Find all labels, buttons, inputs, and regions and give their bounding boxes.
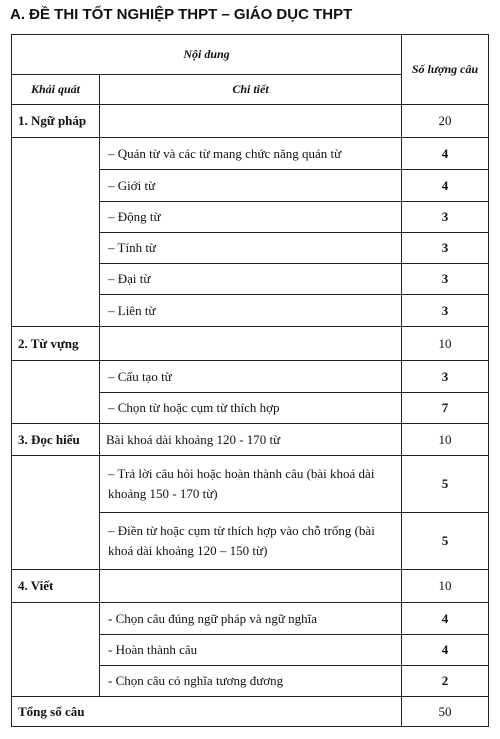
blank-cell <box>12 456 100 570</box>
section-row <box>12 327 489 361</box>
table-row <box>12 603 489 635</box>
section-count: 10 <box>402 327 489 361</box>
item-text: - Chọn câu đúng ngữ pháp và ngữ nghĩa <box>100 603 402 635</box>
table-row <box>12 138 489 170</box>
section-detail <box>100 570 402 603</box>
header-overview: Khái quát <box>12 75 100 105</box>
item-count: 5 <box>402 513 489 570</box>
item-text: – Quán từ và các từ mang chức năng quán từ <box>100 138 402 170</box>
item-text: - Hoàn thành câu <box>100 635 402 666</box>
section-count: 20 <box>402 105 489 138</box>
section-detail: Bài khoá dài khoảng 120 - 170 từ <box>100 424 402 456</box>
section-name: 4. Viết <box>12 570 100 603</box>
section-count: 10 <box>402 570 489 603</box>
total-row <box>12 697 489 727</box>
section-detail <box>100 327 402 361</box>
item-text: – Điền từ hoặc cụm từ thích hợp vào chỗ trống (bài khoá dài khoảng 120 – 150 từ) <box>100 513 402 570</box>
item-text: – Cấu tạo từ <box>100 361 402 393</box>
item-count: 5 <box>402 456 489 513</box>
item-count: 7 <box>402 393 489 424</box>
item-text: – Chọn từ hoặc cụm từ thích hợp <box>100 393 402 424</box>
item-count: 2 <box>402 666 489 697</box>
item-text: – Tính từ <box>100 233 402 264</box>
item-count: 3 <box>402 295 489 327</box>
section-row <box>12 570 489 603</box>
item-text: - Chọn câu có nghĩa tương đương <box>100 666 402 697</box>
section-row <box>12 424 489 456</box>
item-count: 3 <box>402 233 489 264</box>
item-text: – Trả lời câu hỏi hoặc hoàn thành câu (bài khoá dài khoảng 150 - 170 từ) <box>100 456 402 513</box>
exam-structure-table <box>11 34 489 727</box>
item-count: 3 <box>402 361 489 393</box>
item-text: – Động từ <box>100 202 402 233</box>
item-text: – Liên từ <box>100 295 402 327</box>
item-count: 4 <box>402 603 489 635</box>
section-count: 10 <box>402 424 489 456</box>
total-label: Tổng số câu <box>12 697 402 727</box>
section-name: 2. Từ vựng <box>12 327 100 361</box>
table-header-row <box>12 35 489 75</box>
item-count: 4 <box>402 170 489 202</box>
item-count: 4 <box>402 138 489 170</box>
table-row <box>12 456 489 513</box>
total-count: 50 <box>402 697 489 727</box>
item-text: – Đại từ <box>100 264 402 295</box>
blank-cell <box>12 603 100 697</box>
table-row <box>12 361 489 393</box>
item-count: 4 <box>402 635 489 666</box>
blank-cell <box>12 361 100 424</box>
header-detail: Chi tiết <box>100 75 402 105</box>
section-name: 3. Đọc hiểu <box>12 424 100 456</box>
page-title: A. ĐỀ THI TỐT NGHIỆP THPT – GIÁO DỤC THPT <box>10 6 353 23</box>
blank-cell <box>12 138 100 327</box>
section-detail <box>100 105 402 138</box>
section-row <box>12 105 489 138</box>
section-name: 1. Ngữ pháp <box>12 105 100 138</box>
header-content: Nội dung <box>12 35 402 75</box>
item-text: – Giới từ <box>100 170 402 202</box>
item-count: 3 <box>402 264 489 295</box>
header-count: Số lượng câu <box>402 35 489 105</box>
item-count: 3 <box>402 202 489 233</box>
